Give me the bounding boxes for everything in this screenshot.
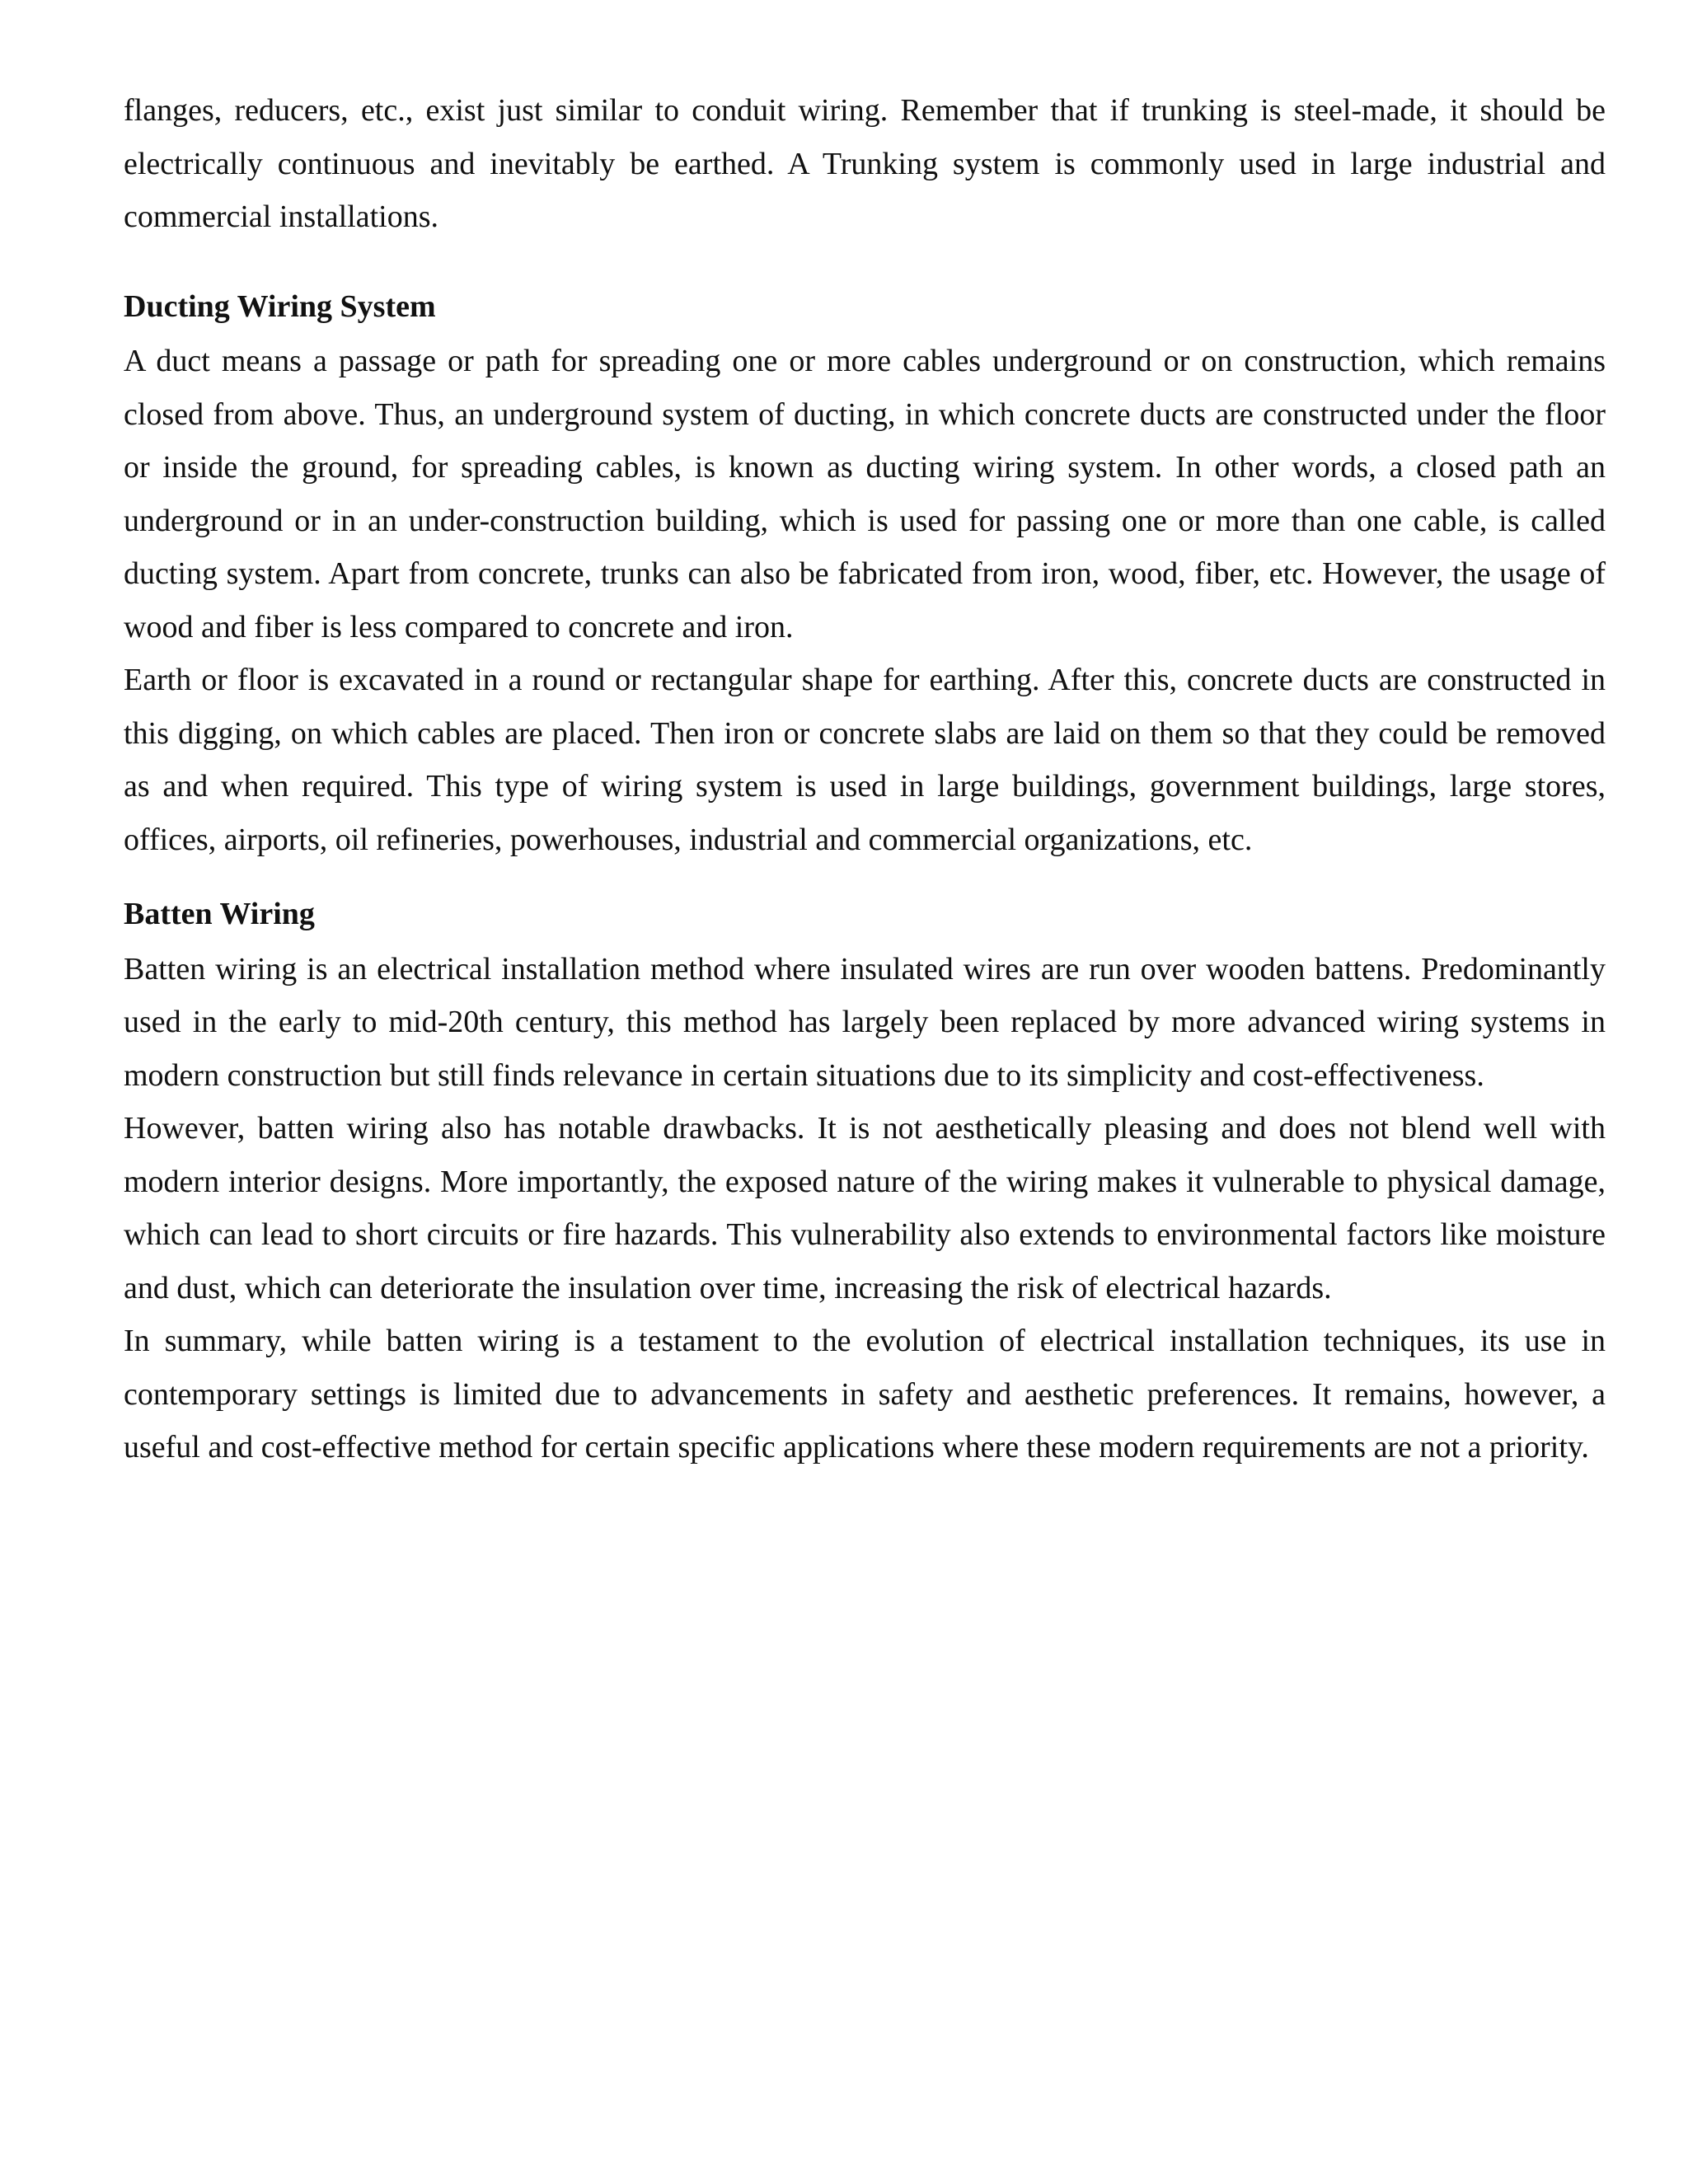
body-paragraph: A duct means a passage or path for spreading one or more cables underground or on construction, which remains closed from above. Thus, an underground system of ducting, in which concrete ducts are constructed under the floor or inside the ground, for spreading cables, is known as ducting wiring system. In other words, a closed path an underground or in an under-construction building, which is used for passing one or more than one cable, is called ducting system. Apart from concrete, trunks can also be fabricated from iron, wood, fiber, etc. However, the usage of wood and fiber is less compared to concrete and iron. (124, 344, 1606, 644)
section-heading: Ducting Wiring System (124, 288, 436, 324)
intro-paragraph: flanges, reducers, etc., exist just similar to conduit wiring. Remember that if trunking is steel-made, it should be electrically continuous and inevitably be earthed. A Trunking system is commonly used in large industrial and commercial installations. (124, 93, 1606, 234)
section-ducting-wiring-system (124, 280, 1606, 867)
section-batten-wiring (124, 888, 1606, 1474)
body-paragraph: In summary, while batten wiring is a testament to the evolution of electrical installation techniques, its use in contemporary settings is limited due to advancements in safety and aesthetic preferences. It remains, however, a useful and cost-effective method for certain specific applications where these modern requirements are not a priority. (124, 1324, 1606, 1465)
body-paragraph: Batten wiring is an electrical installation method where insulated wires are run over wooden battens. Predominantly used in the early to mid-20th century, this method has largely been replaced by more advanced wiring systems in modern construction but still finds relevance in certain situations due to its simplicity and cost-effectiveness. (124, 951, 1606, 1093)
body-paragraph: However, batten wiring also has notable drawbacks. It is not aesthetically pleasing and does not blend well with modern interior designs. More importantly, the exposed nature of the wiring makes it vulnerable to physical damage, which can lead to short circuits or fire hazards. This vulnerability also extends to environmental factors like moisture and dust, which can deteriorate the insulation over time, increasing the risk of electrical hazards. (124, 1111, 1606, 1305)
body-paragraph: Earth or floor is excavated in a round or rectangular shape for earthing. After this, concrete ducts are constructed in this digging, on which cables are placed. Then iron or concrete slabs are laid on them so that they could be removed as and when required. This type of wiring system is used in large buildings, government buildings, large stores, offices, airports, oil refineries, powerhouses, industrial and commercial organizations, etc. (124, 663, 1606, 857)
section-heading: Batten Wiring (124, 897, 315, 931)
